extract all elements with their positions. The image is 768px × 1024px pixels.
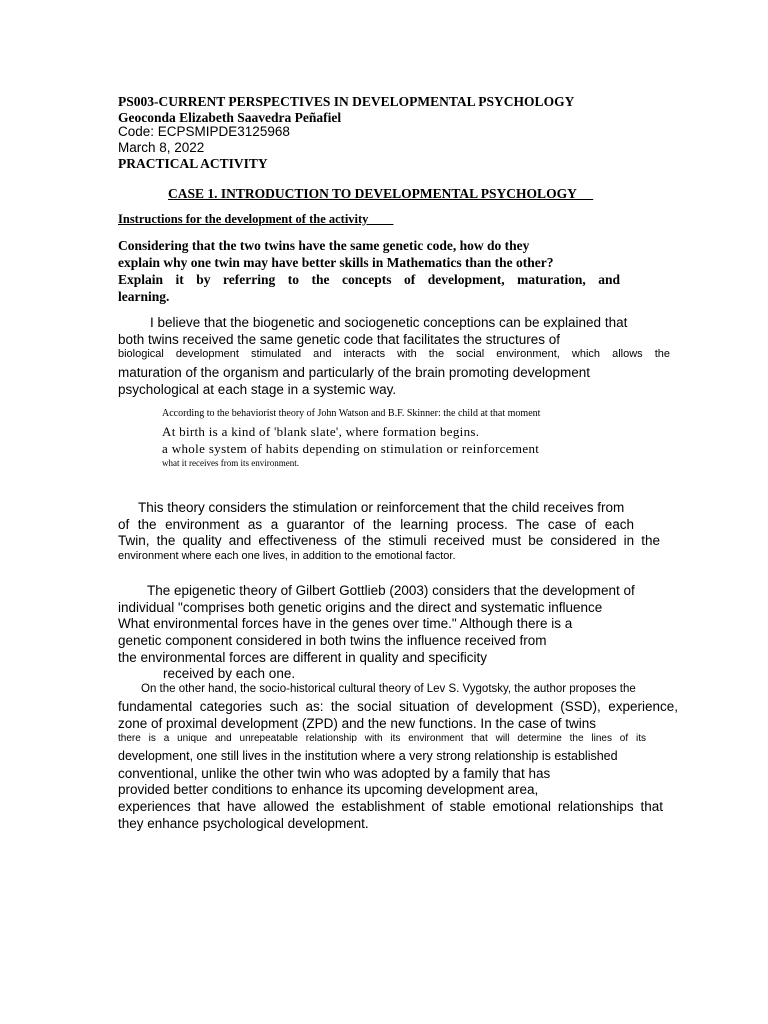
paragraph3-line: the environmental forces are different in quality and specificity: [118, 650, 487, 665]
paragraph4-line: there is a unique and unrepeatable relationship with its environment that will determine the lines of its: [118, 733, 646, 744]
quote-line: a whole system of habits depending on stimulation or reinforcement: [162, 441, 540, 456]
paragraph1-line: maturation of the organism and particularly of the brain promoting development: [118, 365, 591, 380]
paragraph3-line: received by each one.: [163, 666, 296, 681]
question-line: Considering that the two twins have the same genetic code, how do they: [118, 238, 530, 253]
question-line: learning.: [118, 289, 170, 304]
paragraph3-line: What environmental forces have in the genes over time." Although there is a: [118, 616, 573, 631]
paragraph4-line: zone of proximal development (ZPD) and the new functions. In the case of twins: [118, 716, 596, 731]
document-date: March 8, 2022: [118, 140, 205, 155]
paragraph4-line: they enhance psychological development.: [118, 816, 369, 831]
paragraph1-line: both twins received the same genetic code that facilitates the structures of: [118, 332, 560, 347]
quote-line: According to the behaviorist theory of John Watson and B.F. Skinner: the child at that moment: [162, 408, 541, 419]
paragraph1-line: I believe that the biogenetic and sociogenetic conceptions can be explained that: [150, 315, 628, 330]
quote-line: At birth is a kind of 'blank slate', where formation begins.: [162, 424, 480, 439]
author-name: Geoconda Elizabeth Saavedra Peñafiel: [118, 110, 342, 125]
student-code: Code: ECPSMIPDE3125968: [118, 124, 290, 139]
paragraph4-line: development, one still lives in the institution where a very strong relationship is established: [118, 749, 618, 763]
paragraph4-line: fundamental categories such as: the social situation of development (SSD), experience,: [118, 699, 678, 714]
paragraph4-line: experiences that have allowed the establishment of stable emotional relationships that: [118, 799, 663, 814]
paragraph2-line: of the environment as a guarantor of the learning process. The case of each: [118, 517, 634, 532]
quote-line: what it receives from its environment.: [162, 458, 299, 468]
question-line: Explain it by referring to the concepts of development, maturation, and: [118, 272, 620, 287]
paragraph1-line: psychological at each stage in a systemic way.: [118, 382, 397, 397]
question-line: explain why one twin may have better skills in Mathematics than the other?: [118, 255, 554, 270]
case-title: CASE 1. INTRODUCTION TO DEVELOPMENTAL PSYCHOLOGY: [168, 186, 594, 201]
instructions-heading: Instructions for the development of the activity: [118, 212, 394, 226]
paragraph4-line: conventional, unlike the other twin who was adopted by a family that has: [118, 766, 551, 781]
paragraph3-line: genetic component considered in both twins the influence received from: [118, 633, 547, 648]
paragraph2-line: Twin, the quality and effectiveness of the stimuli received must be considered in the: [118, 533, 660, 548]
paragraph2-line: environment where each one lives, in addition to the emotional factor.: [118, 550, 456, 562]
activity-label: PRACTICAL ACTIVITY: [118, 156, 268, 171]
paragraph3-line: The epigenetic theory of Gilbert Gottlieb (2003) considers that the development of: [147, 583, 635, 598]
course-title: PS003-CURRENT PERSPECTIVES IN DEVELOPMENTAL PSYCHOLOGY: [118, 94, 575, 109]
paragraph3-line: individual "comprises both genetic origins and the direct and systematic influence: [118, 600, 603, 615]
paragraph2-line: This theory considers the stimulation or reinforcement that the child receives from: [138, 500, 625, 515]
paragraph1-line: biological development stimulated and interacts with the social environment, which allows the: [118, 348, 670, 360]
paragraph4-line: provided better conditions to enhance its upcoming development area,: [118, 782, 539, 797]
paragraph4-line: On the other hand, the socio-historical cultural theory of Lev S. Vygotsky, the author proposes the: [141, 683, 636, 695]
